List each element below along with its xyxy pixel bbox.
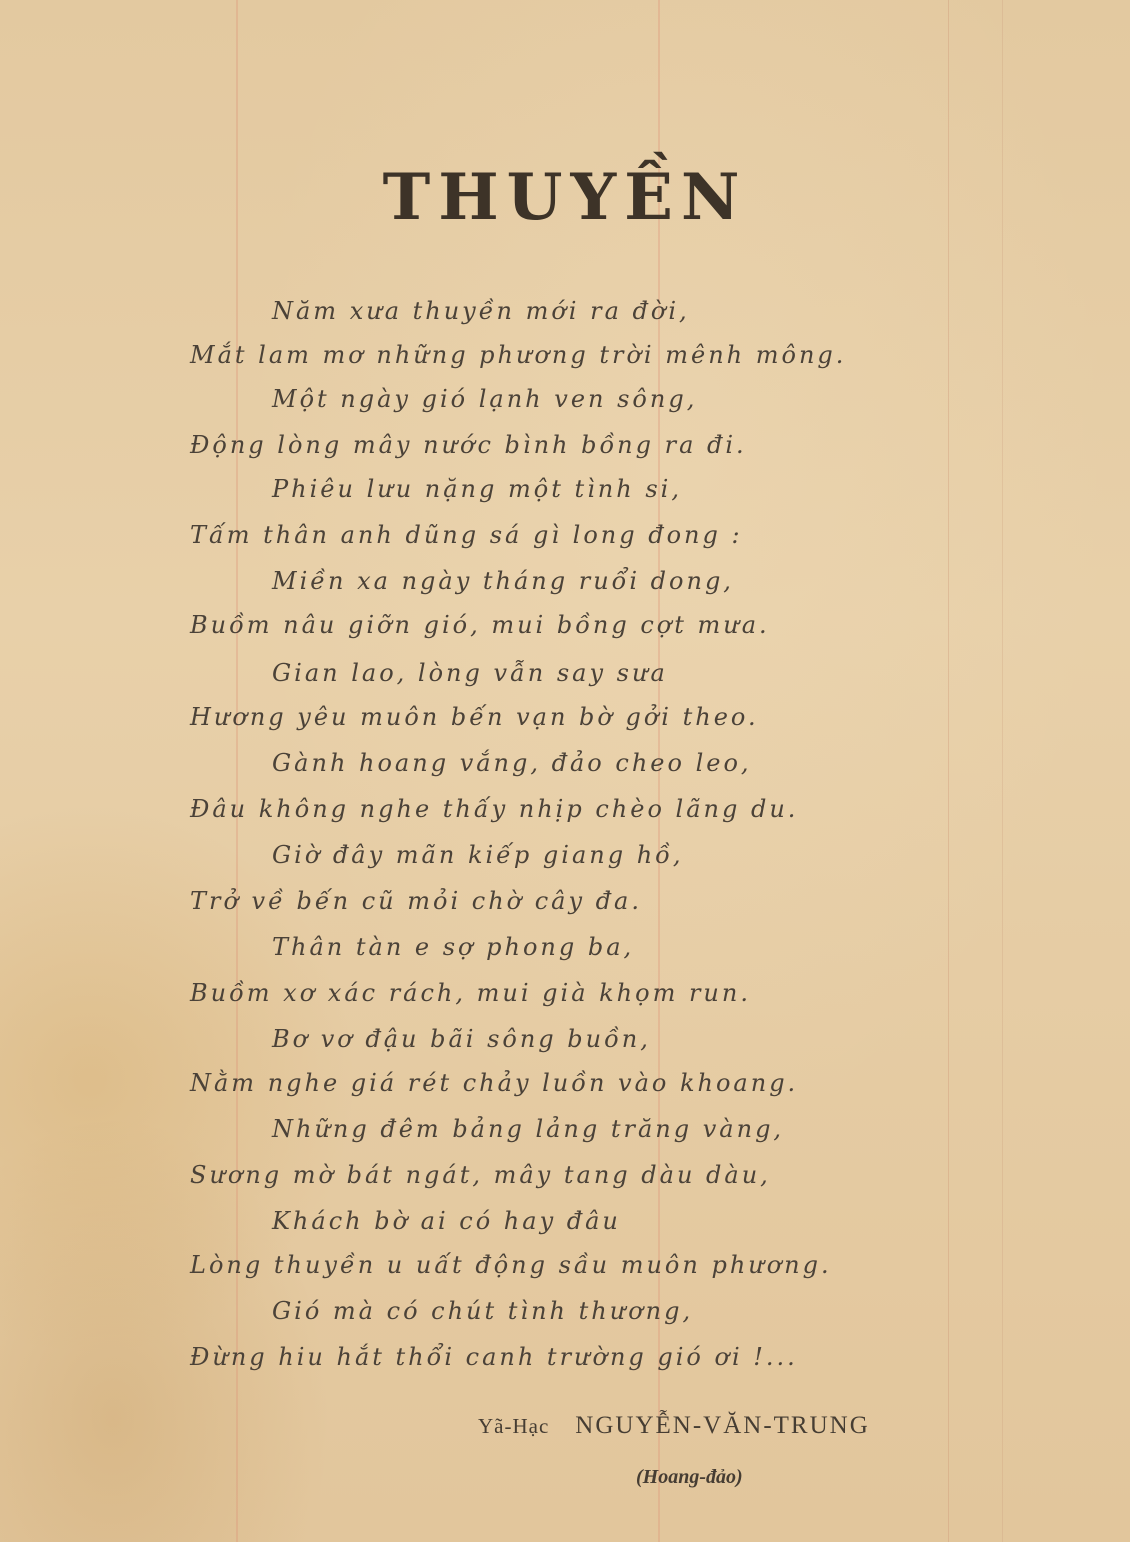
poem-line: Khách bờ ai có hay đâu [272,1207,621,1235]
poem-title: THUYỀN [382,160,748,235]
poem-line: Tấm thân anh dũng sá gì long đong : [190,521,743,549]
poem-line: Mắt lam mơ những phương trời mênh mông. [190,341,847,369]
poem-line: Trở về bến cũ mỏi chờ cây đa. [190,887,642,915]
poem-line: Bơ vơ đậu bãi sông buồn, [272,1025,651,1053]
poem-line: Nằm nghe giá rét chảy luồn vào khoang. [190,1069,799,1097]
poem-line: Đừng hiu hắt thổi canh trường gió ơi !... [190,1343,798,1371]
poem-line: Miền xa ngày tháng ruổi dong, [272,567,734,595]
poem-line: Thân tàn e sợ phong ba, [272,933,635,961]
author-prefix: Yã-Hạc [478,1414,550,1438]
author-signature [478,1412,870,1440]
author-name: NGUYỄN-VĂN-TRUNG [575,1412,870,1439]
poem-line: Buồm nâu giỡn gió, mui bồng cợt mưa. [190,611,770,639]
poem-line: Đâu không nghe thấy nhịp chèo lãng du. [190,795,799,823]
poem-line: Sương mờ bát ngát, mây tang dàu dàu, [190,1161,771,1189]
poem-line: Lòng thuyền u uất động sầu muôn phương. [190,1251,832,1279]
poem-line: Những đêm bảng lảng trăng vàng, [272,1115,785,1143]
poem-line: Một ngày gió lạnh ven sông, [272,385,698,413]
poem-line: Năm xưa thuyền mới ra đời, [272,297,690,325]
poem-line: Giờ đây mãn kiếp giang hồ, [272,841,684,869]
author-pen-name: (Hoang-đảo) [636,1466,743,1488]
poem-line: Hương yêu muôn bến vạn bờ gởi theo. [190,703,759,731]
poem-line: Phiêu lưu nặng một tình si, [272,475,682,503]
poem-line: Gành hoang vắng, đảo cheo leo, [272,749,752,777]
poem-line: Gian lao, lòng vẫn say sưa [272,659,668,687]
poem-line: Buồm xơ xác rách, mui già khọm run. [190,979,751,1007]
poem-line: Gió mà có chút tình thương, [272,1297,694,1325]
poem-line: Động lòng mây nước bình bồng ra đi. [190,431,747,459]
